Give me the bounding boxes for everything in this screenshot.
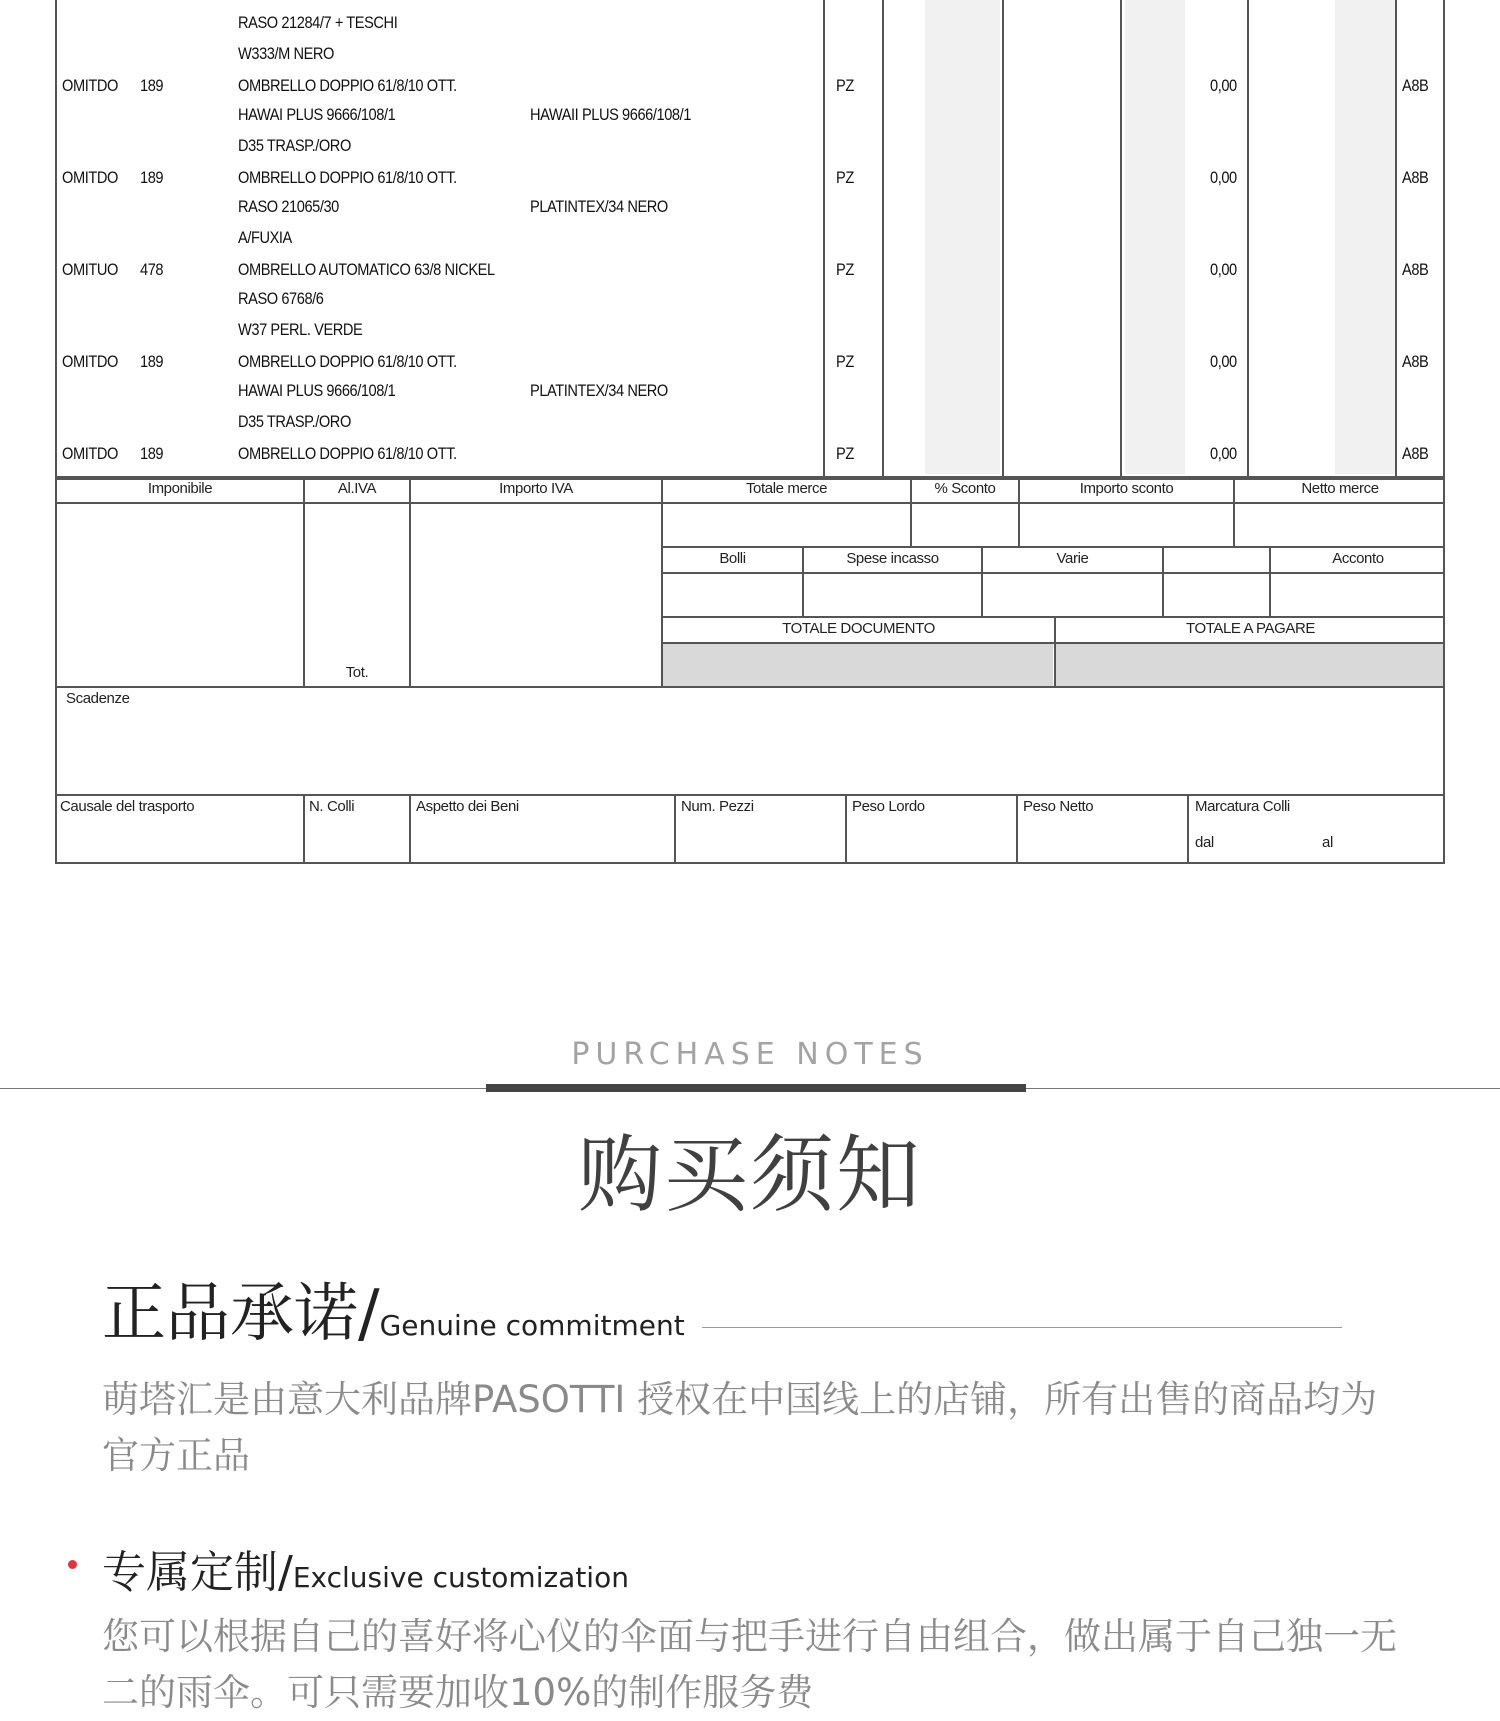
item-qty: 0,00	[1210, 76, 1237, 95]
item-extra: PLATINTEX/34 NERO	[530, 381, 668, 400]
totals-row-line	[661, 572, 1445, 574]
section-bullet-dot	[68, 1560, 77, 1569]
item-desc: D35 TRASP./ORO	[238, 136, 351, 155]
item-extra: HAWAII PLUS 9666/108/1	[530, 105, 691, 124]
item-col-line	[1002, 0, 1004, 478]
item-unit: PZ	[836, 352, 854, 371]
scadenze-label: Scadenze	[66, 690, 130, 707]
hdr-aliva: Al.IVA	[337, 480, 377, 497]
item-desc: W37 PERL. VERDE	[238, 320, 363, 339]
item-qty: 0,00	[1210, 352, 1237, 371]
item-num: 478	[140, 260, 164, 279]
item-qty: 0,00	[1210, 260, 1237, 279]
item-col-line	[1120, 0, 1122, 478]
totals-col-line	[1162, 546, 1164, 618]
hdr-sconto: % Sconto	[934, 480, 996, 497]
scadenze-frame	[55, 686, 1445, 796]
item-qty: 0,00	[1210, 444, 1237, 463]
item-unit: PZ	[836, 444, 854, 463]
section-title-en: Exclusive customization	[292, 1561, 629, 1594]
item-desc: RASO 21284/7 + TESCHI	[238, 13, 398, 32]
transport-col-line	[409, 794, 411, 864]
dal-label: dal	[1195, 834, 1214, 851]
hdr-varie: Varie	[1056, 550, 1089, 567]
item-vat: A8B	[1402, 260, 1429, 279]
section-genuine-title	[102, 1262, 685, 1354]
marcatura-label: Marcatura Colli	[1195, 798, 1290, 815]
purchase-notes-chinese-title: 购买须知	[577, 1126, 922, 1224]
item-desc: RASO 6768/6	[238, 289, 324, 308]
transport-col-line	[845, 794, 847, 864]
item-col-line	[823, 0, 825, 478]
item-vat: A8B	[1402, 444, 1429, 463]
item-desc: HAWAI PLUS 9666/108/1	[238, 105, 396, 124]
item-col-line	[882, 0, 884, 478]
section-genuine-rule	[702, 1327, 1342, 1328]
hdr-acconto: Acconto	[1332, 550, 1384, 567]
n-colli-label: N. Colli	[309, 798, 355, 815]
item-col-line	[1247, 0, 1249, 478]
purchase-notes-english-title: PURCHASE NOTES	[571, 1037, 929, 1072]
totale-pagare-fill	[1056, 644, 1443, 686]
section-title-en: Genuine commitment	[379, 1309, 685, 1342]
item-vat: A8B	[1402, 352, 1429, 371]
item-code: OMITDO	[62, 168, 118, 187]
title-divider-bar	[486, 1084, 1026, 1092]
hdr-netto-merce: Netto merce	[1301, 480, 1379, 497]
item-code: OMITDO	[62, 444, 118, 463]
item-num: 189	[140, 352, 164, 371]
section-title-cn: 正品承诺	[102, 1277, 358, 1351]
item-desc: OMBRELLO AUTOMATICO 63/8 NICKEL	[238, 260, 495, 279]
item-num: 189	[140, 444, 164, 463]
totals-col-line	[409, 476, 411, 688]
al-label: al	[1322, 834, 1333, 851]
hdr-totale-documento: TOTALE DOCUMENTO	[782, 620, 935, 637]
totals-row-line	[661, 546, 1445, 548]
item-num: 189	[140, 76, 164, 95]
shade-col-3	[1335, 0, 1395, 474]
item-extra: PLATINTEX/34 NERO	[530, 197, 668, 216]
hdr-bolli: Bolli	[719, 550, 746, 567]
totals-col-line	[303, 476, 305, 688]
hdr-spese-incasso: Spese incasso	[846, 550, 939, 567]
causale-label: Causale del trasporto	[60, 798, 195, 815]
item-unit: PZ	[836, 76, 854, 95]
item-desc: HAWAI PLUS 9666/108/1	[238, 381, 396, 400]
transport-col-line	[1016, 794, 1018, 864]
section-custom-title	[102, 1536, 629, 1600]
item-num: 189	[140, 168, 164, 187]
hdr-importo-sconto: Importo sconto	[1079, 480, 1174, 497]
peso-netto-label: Peso Netto	[1023, 798, 1094, 815]
hdr-importo-iva: Importo IVA	[499, 480, 573, 497]
shade-col-2	[1125, 0, 1185, 474]
item-qty: 0,00	[1210, 168, 1237, 187]
item-desc: OMBRELLO DOPPIO 61/8/10 OTT.	[238, 444, 457, 463]
item-unit: PZ	[836, 168, 854, 187]
section-custom-body: 您可以根据自己的喜好将心仪的伞面与把手进行自由组合，做出属于自己独一无二的雨伞。可只需要加收10%的制作服务费	[102, 1615, 1397, 1714]
transport-col-line	[1187, 794, 1189, 864]
totals-header-line	[55, 502, 1445, 504]
item-col-line	[1395, 0, 1397, 478]
peso-lordo-label: Peso Lordo	[852, 798, 925, 815]
item-desc: D35 TRASP./ORO	[238, 412, 351, 431]
hdr-totale-pagare: TOTALE A PAGARE	[1185, 620, 1316, 637]
item-desc: OMBRELLO DOPPIO 61/8/10 OTT.	[238, 352, 457, 371]
totals-row-line	[661, 616, 1445, 618]
item-vat: A8B	[1402, 168, 1429, 187]
item-desc: RASO 21065/30	[238, 197, 339, 216]
tot-label: Tot.	[345, 664, 369, 681]
section-title-slash: /	[278, 1547, 293, 1598]
item-vat: A8B	[1402, 76, 1429, 95]
aspetto-label: Aspetto dei Beni	[416, 798, 519, 815]
item-desc: OMBRELLO DOPPIO 61/8/10 OTT.	[238, 168, 457, 187]
item-desc: OMBRELLO DOPPIO 61/8/10 OTT.	[238, 76, 457, 95]
shade-col-1	[925, 0, 1000, 474]
transport-col-line	[674, 794, 676, 864]
item-code: OMITUO	[62, 260, 118, 279]
item-code: OMITDO	[62, 352, 118, 371]
hdr-totale-merce: Totale merce	[745, 480, 828, 497]
num-pezzi-label: Num. Pezzi	[681, 798, 754, 815]
section-title-slash: /	[358, 1277, 380, 1351]
totale-documento-fill	[663, 644, 1053, 686]
item-desc: A/FUXIA	[238, 228, 292, 247]
item-desc: W333/M NERO	[238, 44, 335, 63]
hdr-imponibile: Imponibile	[147, 480, 213, 497]
item-code: OMITDO	[62, 76, 118, 95]
section-title-cn: 专属定制	[102, 1547, 278, 1598]
item-unit: PZ	[836, 260, 854, 279]
section-genuine-body: 萌塔汇是由意大利品牌PASOTTI 授权在中国线上的店铺，所有出售的商品均为官方正品	[102, 1378, 1378, 1477]
transport-col-line	[303, 794, 305, 864]
